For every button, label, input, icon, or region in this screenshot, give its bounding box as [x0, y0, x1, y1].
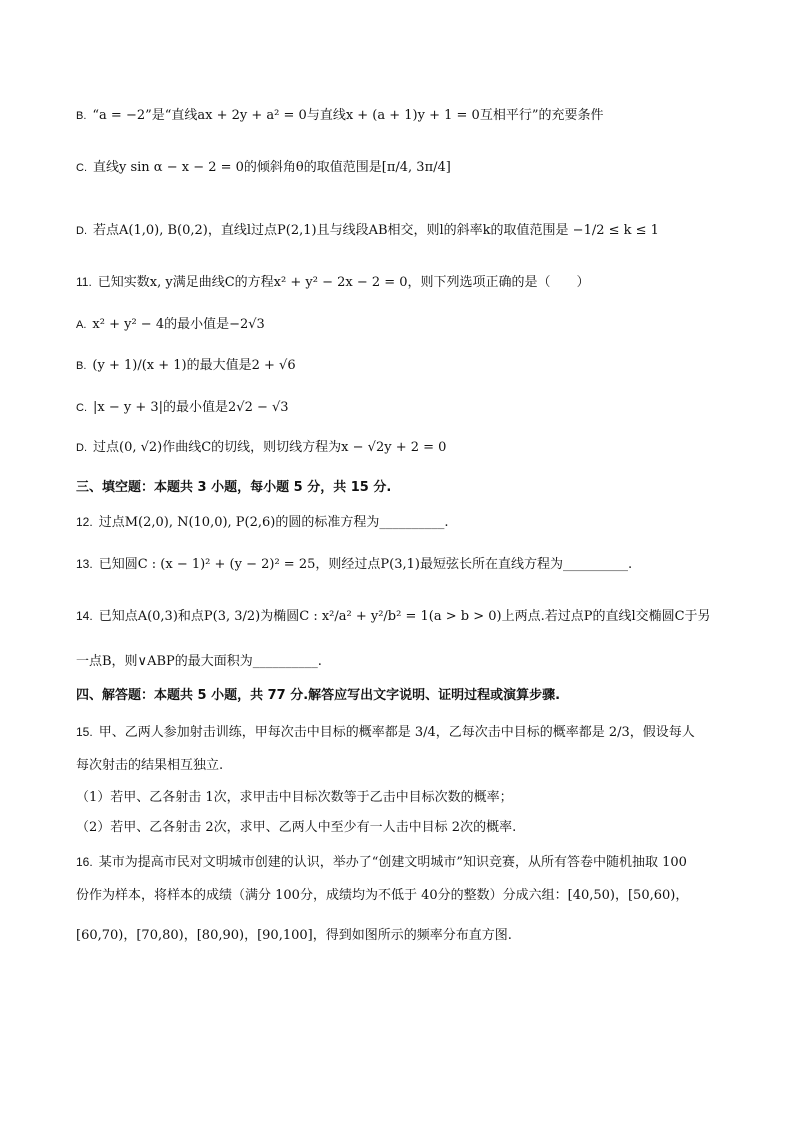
option-11-d — [76, 438, 446, 458]
question-15-line2: 每次射击的结果相互独立. — [76, 758, 224, 773]
question-16-line2: 份作为样本，将样本的成绩（满分 100分，成绩均为不低于 40分的整数）分成六组：[40,50)，[50,60)， — [76, 888, 689, 903]
option-10-b — [76, 106, 603, 126]
question-13 — [76, 554, 632, 575]
option-label: B. — [76, 360, 87, 372]
question-number: 14. — [76, 609, 93, 623]
section-title-fill-in: 三、填空题：本题共 3 小题，每小题 5 分，共 15 分. — [76, 480, 392, 495]
option-text: “a = −2”是“直线ax + 2y + a² = 0与直线x + (a + 1)y + 1 = 0互相平行”的充要条件 — [92, 108, 604, 123]
question-number: 12. — [76, 515, 93, 529]
question-number: 11. — [76, 275, 92, 289]
option-text: (y + 1)/(x + 1)的最大值是2 + √6 — [92, 358, 296, 373]
option-11-a — [76, 315, 265, 335]
option-label: A. — [76, 319, 87, 331]
option-label: D. — [76, 442, 87, 454]
option-label: C. — [76, 402, 87, 414]
question-text: 某市为提高市民对文明城市创建的认识，举办了“创建文明城市”知识竞赛，从所有答卷中随机抽取 100 — [98, 855, 687, 870]
question-15-part1: （1）若甲、乙各射击 1次，求甲击中目标次数等于乙击中目标次数的概率； — [76, 790, 513, 805]
question-text: 已知实数x, y满足曲线C的方程x² + y² − 2x − 2 = 0，则下列选项正确的是（ ） — [97, 275, 590, 290]
option-11-c — [76, 398, 289, 418]
option-10-d — [76, 221, 659, 241]
option-text: 过点(0, √2)作曲线C的切线，则切线方程为x − √2y + 2 = 0 — [93, 440, 447, 455]
option-label: C. — [76, 162, 87, 174]
question-14-line1 — [76, 606, 711, 627]
question-16-line3: [60,70)，[70,80)，[80,90)，[90,100]，得到如图所示的频率分布直方图. — [76, 928, 512, 943]
question-14-line2: 一点B，则∨ABP的最大面积为__________. — [76, 654, 322, 669]
question-text: 已知点A(0,3)和点P(3, 3/2)为椭圆C : x²/a² + y²/b² = 1(a > b > 0)上两点.若过点P的直线l交椭圆C于另 — [98, 609, 711, 624]
question-number: 16. — [76, 855, 93, 869]
option-label: D. — [76, 225, 87, 237]
option-text: x² + y² − 4的最小值是−2√3 — [92, 317, 265, 332]
question-15-part2: （2）若甲、乙各射击 2次，求甲、乙两人中至少有一人击中目标 2次的概率. — [76, 820, 517, 835]
question-15-line1 — [76, 722, 695, 743]
option-label: B. — [76, 110, 87, 122]
question-11-stem — [76, 272, 590, 293]
option-10-c — [76, 158, 451, 178]
question-number: 15. — [76, 725, 93, 739]
question-16-line1 — [76, 852, 687, 873]
section-title-solutions: 四、解答题：本题共 5 小题，共 77 分.解答应写出文字说明、证明过程或演算步骤. — [76, 688, 561, 703]
question-text: 甲、乙两人参加射击训练，甲每次击中目标的概率都是 3/4，乙每次击中目标的概率都是 2/3，假设每人 — [98, 725, 695, 740]
option-text: 直线y sin α − x − 2 = 0的倾斜角θ的取值范围是[π/4, 3π/4] — [93, 160, 451, 175]
question-text: 过点M(2,0), N(10,0), P(2,6)的圆的标准方程为__________. — [98, 515, 449, 530]
option-11-b — [76, 356, 296, 376]
question-number: 13. — [76, 557, 93, 571]
option-text: 若点A(1,0), B(0,2)，直线l过点P(2,1)且与线段AB相交，则l的斜率k的取值范围是 −1/2 ≤ k ≤ 1 — [93, 223, 659, 238]
option-text: |x − y + 3|的最小值是2√2 − √3 — [93, 400, 289, 415]
question-12 — [76, 512, 449, 533]
question-text: 已知圆C : (x − 1)² + (y − 2)² = 25，则经过点P(3,1)最短弦长所在直线方程为__________. — [98, 557, 633, 572]
